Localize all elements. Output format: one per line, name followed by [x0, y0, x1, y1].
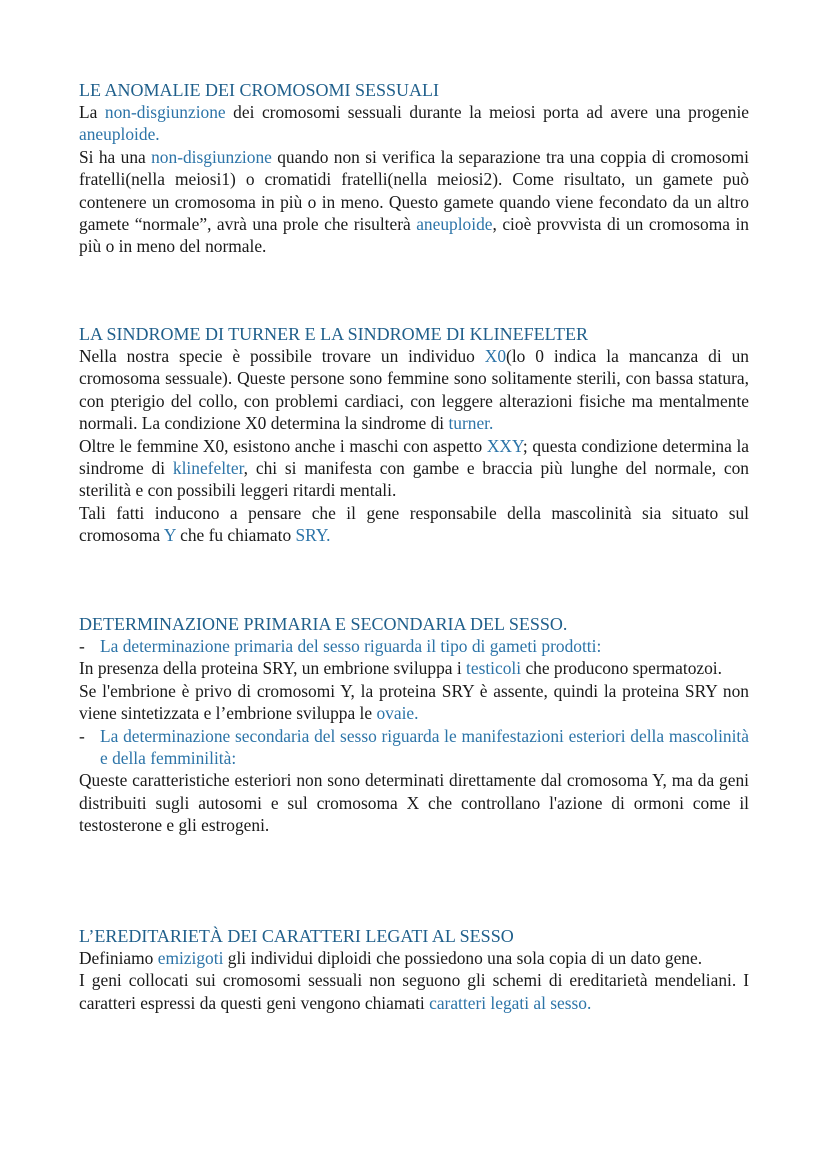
highlight-term: SRY.: [295, 525, 331, 546]
text: che fu chiamato: [175, 525, 296, 546]
highlight-term: X0: [484, 346, 507, 366]
text: gli individui diploidi che possiedono una sola copia di un dato gene.: [223, 948, 703, 968]
highlight-term: aneuploide: [416, 214, 493, 235]
text: , chi si manifesta con gambe e braccia più lunghe del normale, con sterilità e con possibili leggeri ritardi mentali.: [79, 458, 749, 501]
text: quando non si verifica la separazione tra una coppia di cromosomi fratelli(nella meiosi1) o cromatidi fratelli(nella meiosi2). Come risultato, un gamete può contenere un cromosoma in più o in meno. Questo gamete quando viene fecondato da un altro gamete “normale”, avrà una prole che risulterà: [79, 146, 749, 235]
paragraph: [79, 657, 749, 679]
text: Tali fatti inducono a pensare che il gene responsabile della mascolinità sia situato sul cromosoma: [79, 502, 749, 546]
paragraph: Queste caratteristiche esteriori non sono determinati direttamente dal cromosoma Y, ma da geni distribuiti sugli autosomi e sul cromosoma X che controllano l'azione di ormoni come il testosterone e gli estrogeni.: [79, 770, 749, 836]
bullet-item: [79, 725, 749, 770]
section-sex-determination: [79, 613, 749, 837]
highlight-term: testicoli: [466, 658, 522, 679]
highlight-term: klinefelter: [172, 458, 244, 479]
highlight-term: non-disgiunzione: [151, 146, 272, 167]
text: La: [79, 102, 105, 122]
paragraph: [79, 101, 749, 146]
paragraph: [79, 502, 749, 547]
bullet-dash: -: [79, 725, 85, 746]
paragraph: [79, 969, 749, 1014]
highlight-term: Y: [163, 525, 176, 546]
bullet-text: La determinazione primaria del sesso riguarda il tipo di gameti prodotti:: [100, 636, 602, 656]
paragraph: [79, 146, 749, 258]
section-turner-klinefelter: [79, 323, 749, 547]
highlight-term: non-disgiunzione: [104, 102, 226, 122]
text: ; questa condizione determina la sindrome di: [79, 435, 750, 479]
highlight-term: ovaie.: [376, 703, 419, 724]
paragraph: [79, 947, 749, 969]
section-sex-linked-inheritance: [79, 925, 749, 1014]
section-heading: LE ANOMALIE DEI CROMOSOMI SESSUALI: [79, 80, 440, 100]
text: che producono spermatozoi.: [521, 658, 722, 679]
paragraph: [79, 680, 749, 725]
text: (lo 0 indica la mancanza di un cromosoma sessuale). Queste persone sono femmine sono solitamente sterili, con bassa statura, con pterigio del collo, con problemi cardiaci, con leggere alterazioni fisiche ma mentalmente normali. La condizione X0 determina la sindrome di: [79, 346, 749, 434]
text: Oltre le femmine X0, esistono anche i maschi con aspetto: [79, 435, 487, 456]
highlight-term: turner.: [448, 413, 494, 434]
bullet-dash: -: [79, 636, 85, 656]
bullet-text: La determinazione secondaria del sesso riguarda le manifestazioni esteriori della mascolinità e della femminilità:: [100, 725, 749, 769]
text: Definiamo: [79, 948, 158, 968]
section-heading: L’EREDITARIETÀ DEI CARATTERI LEGATI AL SESSO: [79, 926, 514, 946]
paragraph: [79, 435, 749, 502]
text: I geni collocati sui cromosomi sessuali non seguono gli schemi di ereditarietà mendeliani. I caratteri espressi da questi geni vengono chiamati: [79, 970, 749, 1013]
section-heading: LA SINDROME DI TURNER E LA SINDROME DI KLINEFELTER: [79, 324, 589, 344]
text: Nella nostra specie è possibile trovare un individuo: [79, 346, 485, 366]
text: Si ha una: [79, 146, 152, 167]
text: , cioè provvista di un cromosoma in più o in meno del normale.: [79, 214, 749, 257]
text: dei cromosomi sessuali durante la meiosi porta ad avere una progenie: [225, 102, 749, 122]
section-heading: DETERMINAZIONE PRIMARIA E SECONDARIA DEL SESSO.: [79, 614, 568, 634]
bullet-item: [79, 635, 749, 657]
highlight-term: XXY: [486, 435, 523, 456]
highlight-term: emizigoti: [157, 948, 224, 968]
text: Se l'embrione è privo di cromosomi Y, la proteina SRY è assente, quindi la proteina SRY non viene sintetizzata e l’embrione sviluppa le: [79, 680, 749, 724]
section-sex-chromosome-anomalies: [79, 79, 749, 258]
text: In presenza della proteina SRY, un embrione sviluppa i: [79, 658, 467, 679]
paragraph: [79, 345, 749, 435]
highlight-term: aneuploide.: [79, 124, 160, 145]
highlight-term: caratteri legati al sesso.: [429, 992, 592, 1013]
